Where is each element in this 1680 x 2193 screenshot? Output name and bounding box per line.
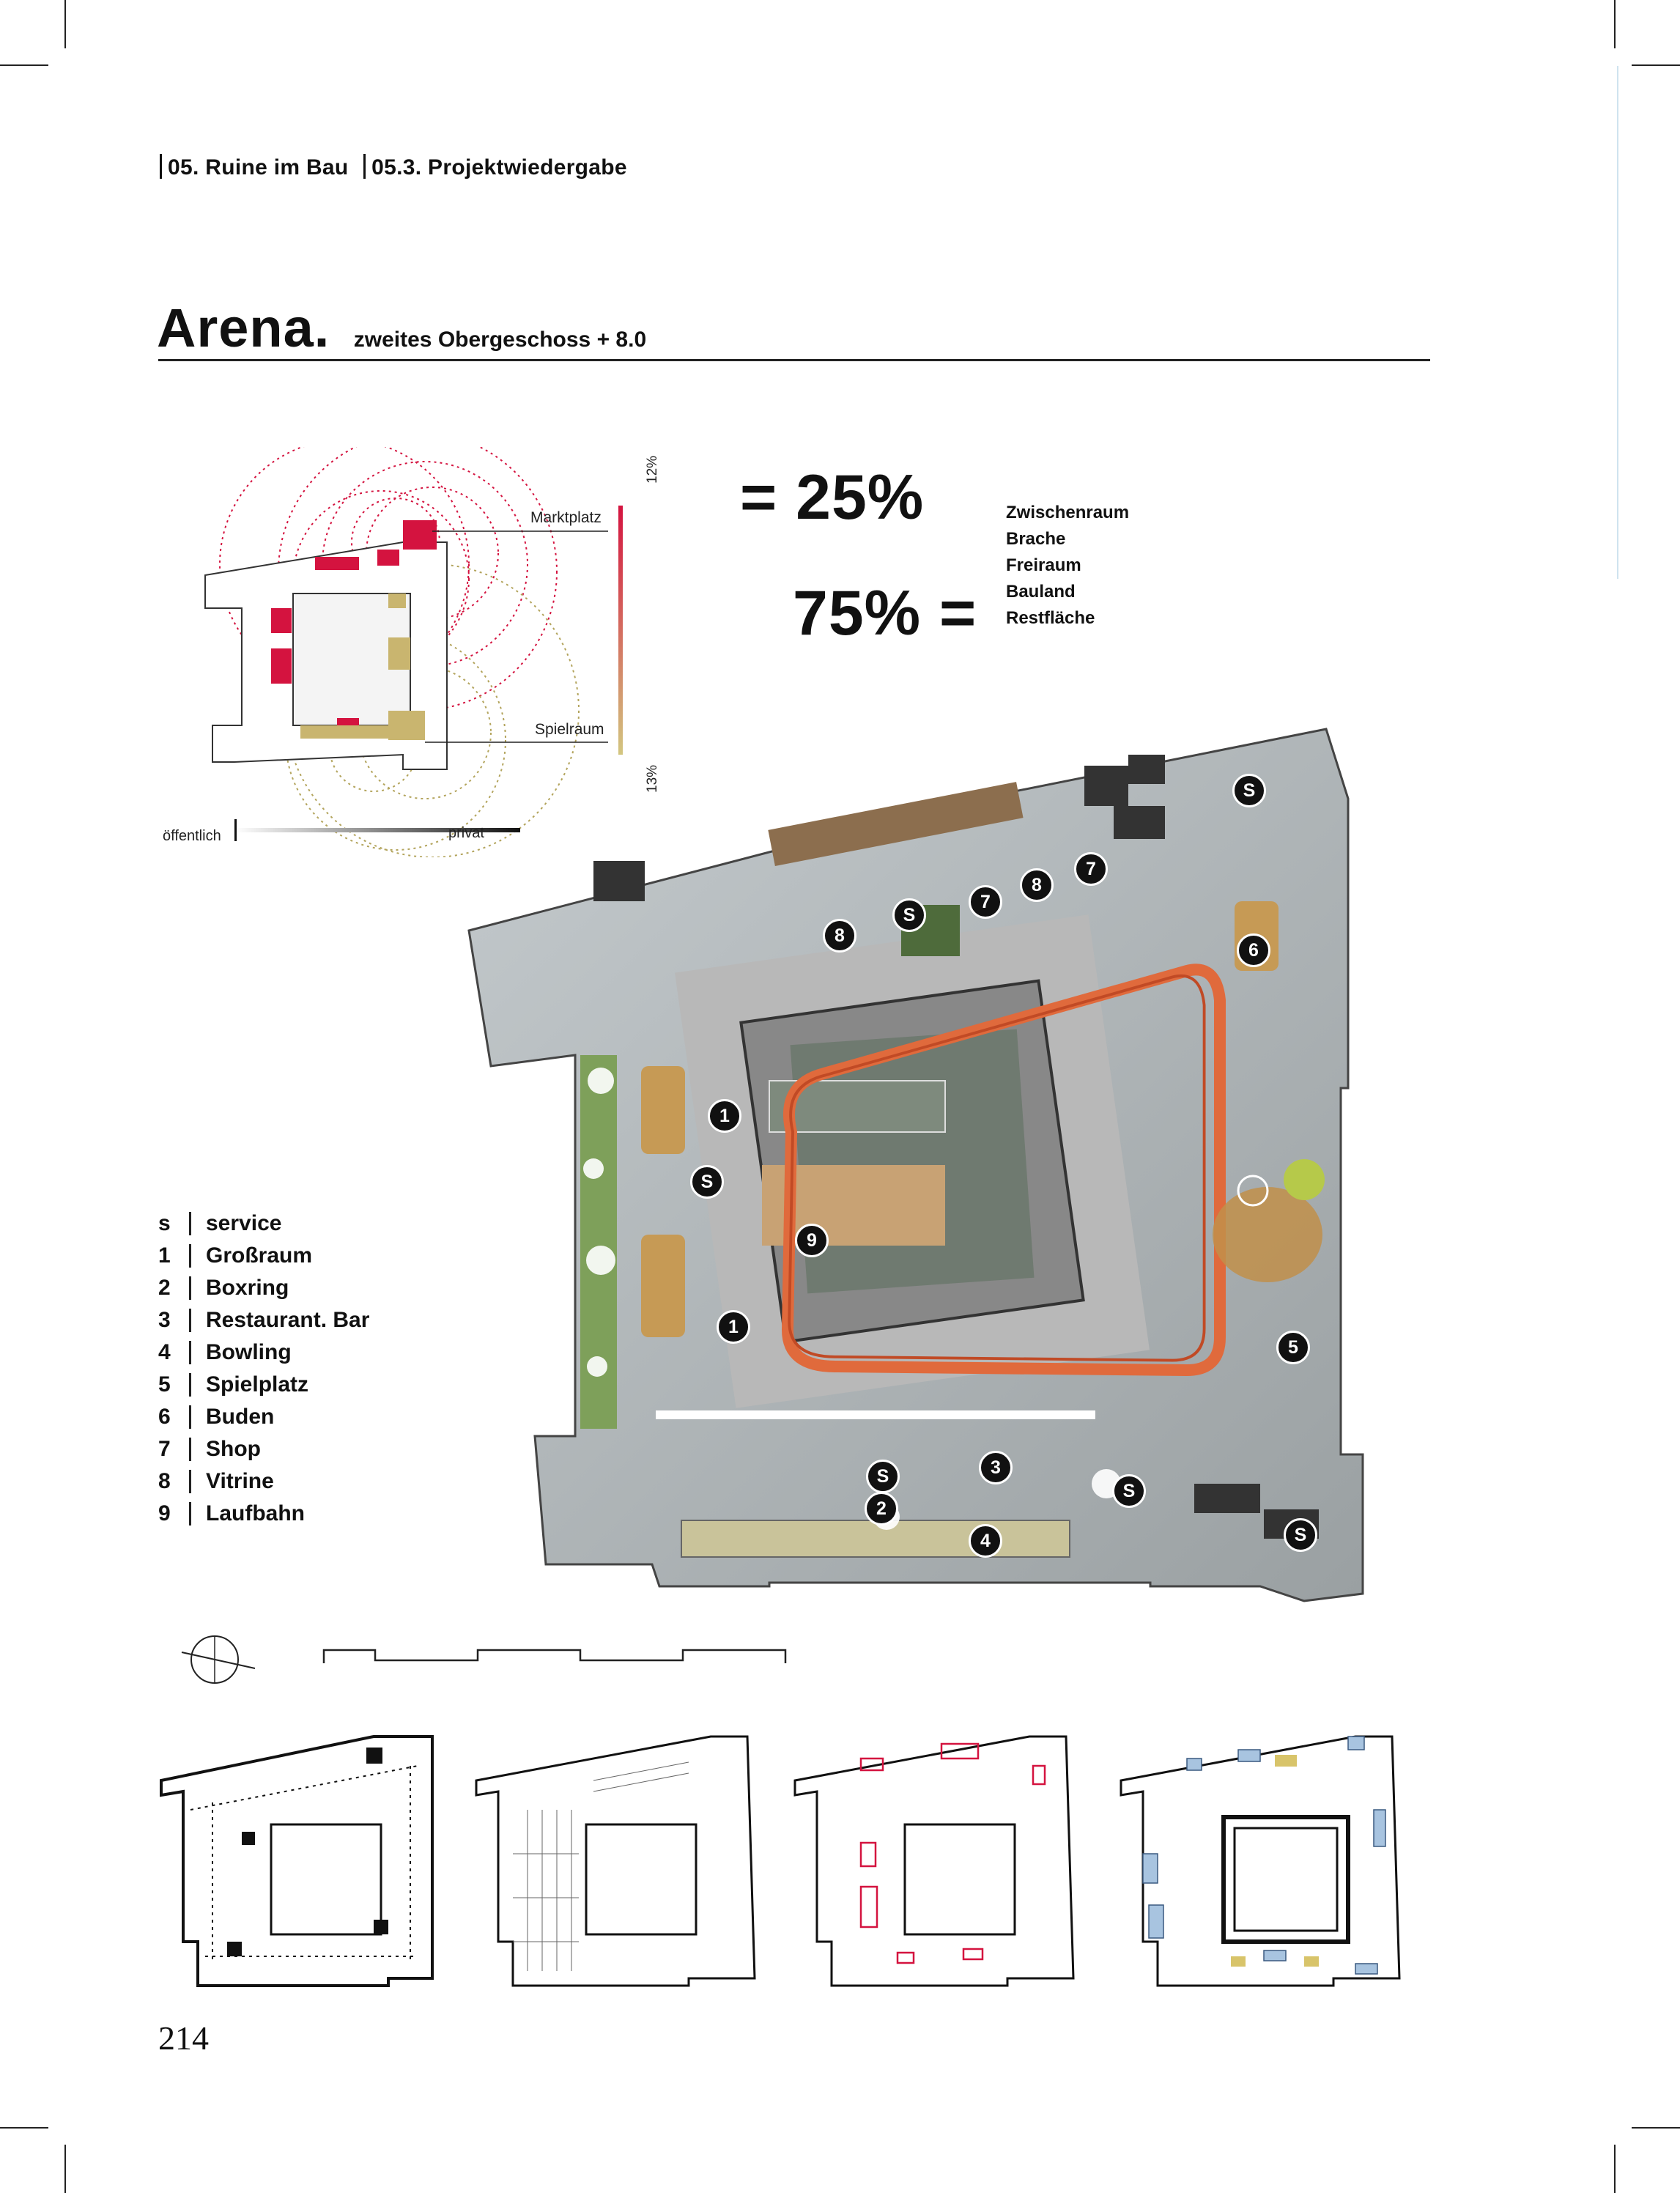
category-item: Brache [1006, 529, 1066, 549]
legend-key: 8 [158, 1469, 171, 1493]
legend-label: Bowling [206, 1340, 292, 1364]
crop-mark [0, 2127, 48, 2129]
thumbnail-zones-plan [788, 1722, 1095, 2000]
stat-second: 75% = [793, 578, 977, 648]
plan-marker-s: S [1232, 774, 1266, 807]
floor-plan [462, 722, 1392, 1623]
crop-mark [64, 2145, 66, 2193]
legend-label: Spielplatz [206, 1372, 309, 1397]
plan-marker-s: S [866, 1460, 900, 1493]
plan-marker-s: S [1284, 1518, 1317, 1552]
crop-mark [1614, 0, 1616, 48]
plan-marker-s: S [1112, 1474, 1146, 1508]
legend-key: 5 [158, 1372, 171, 1397]
crop-mark [64, 0, 66, 48]
legend-row [158, 1240, 369, 1272]
crop-mark [0, 64, 48, 66]
legend-row [158, 1369, 369, 1401]
plan-marker-1: 1 [708, 1099, 741, 1133]
breadcrumb-chapter: 05. Ruine im Bau [168, 155, 349, 180]
legend-row [158, 1498, 369, 1530]
plan-marker-5: 5 [1276, 1331, 1310, 1364]
plan-marker-2: 2 [865, 1492, 898, 1526]
legend-label: Buden [206, 1405, 275, 1429]
legend-key: 1 [158, 1243, 171, 1268]
legend-label: Boxring [206, 1276, 289, 1300]
legend-label: Großraum [206, 1243, 313, 1268]
plan-marker-7: 7 [1074, 852, 1108, 886]
margin-line [1617, 66, 1618, 579]
legend-label: Shop [206, 1437, 261, 1461]
legend [158, 1208, 369, 1530]
crop-mark [1632, 64, 1680, 66]
legend-row [158, 1433, 369, 1465]
thumbnail-structure-plan [154, 1722, 462, 2000]
crop-mark [1614, 2145, 1616, 2193]
plan-marker-7: 7 [969, 885, 1002, 919]
category-item: Restfläche [1006, 608, 1095, 628]
plan-marker-6: 6 [1237, 933, 1270, 967]
legend-key: s [158, 1211, 171, 1235]
plan-marker-s: S [892, 898, 926, 932]
legend-label: Laufbahn [206, 1501, 305, 1526]
gradient-right-label: privat [448, 825, 484, 841]
legend-key: 2 [158, 1276, 171, 1300]
label-spielraum: Spielraum [535, 721, 604, 738]
plan-marker-9: 9 [795, 1224, 829, 1257]
stat-first: = 25% [740, 462, 925, 533]
category-list [1006, 500, 1129, 632]
crop-mark [1632, 2127, 1680, 2129]
category-item: Freiraum [1006, 555, 1081, 575]
plan-marker-1: 1 [717, 1310, 750, 1344]
scale-bottom-label: 13% [645, 764, 660, 793]
gradient-left-label: öffentlich [163, 828, 221, 844]
legend-key: 6 [158, 1405, 171, 1429]
breadcrumb-section: 05.3. Projektwiedergabe [371, 155, 627, 180]
plan-marker-8: 8 [1020, 868, 1054, 902]
legend-row [158, 1336, 369, 1369]
legend-row [158, 1465, 369, 1498]
legend-key: 7 [158, 1437, 171, 1461]
title-main: Arena. [157, 297, 330, 358]
scale-bar [322, 1641, 791, 1671]
category-item: Zwischenraum [1006, 503, 1130, 522]
scale-top-label: 12% [645, 455, 660, 484]
north-arrow-icon [174, 1630, 262, 1689]
title-sub: zweites Obergeschoss + 8.0 [353, 328, 647, 352]
plan-marker-3: 3 [979, 1451, 1013, 1484]
plan-marker-s: S [690, 1165, 724, 1199]
legend-label: Restaurant. Bar [206, 1308, 370, 1332]
legend-key: 9 [158, 1501, 171, 1526]
legend-row [158, 1401, 369, 1433]
thumbnail-grid-plan [469, 1722, 777, 2000]
legend-label: Vitrine [206, 1469, 274, 1493]
plan-marker-4: 4 [969, 1524, 1002, 1558]
title-rule [158, 359, 1430, 361]
page-number: 214 [158, 2019, 209, 2057]
legend-key: 3 [158, 1308, 171, 1332]
category-item: Bauland [1006, 582, 1076, 602]
breadcrumb [160, 154, 627, 180]
label-marktplatz: Marktplatz [530, 509, 602, 526]
legend-row [158, 1272, 369, 1304]
page-title [157, 297, 646, 359]
plan-marker-8: 8 [823, 919, 856, 953]
legend-row [158, 1208, 369, 1240]
legend-key: 4 [158, 1340, 171, 1364]
thumbnail-program-plan [1114, 1722, 1421, 2000]
legend-row [158, 1304, 369, 1336]
legend-label: service [206, 1211, 282, 1235]
